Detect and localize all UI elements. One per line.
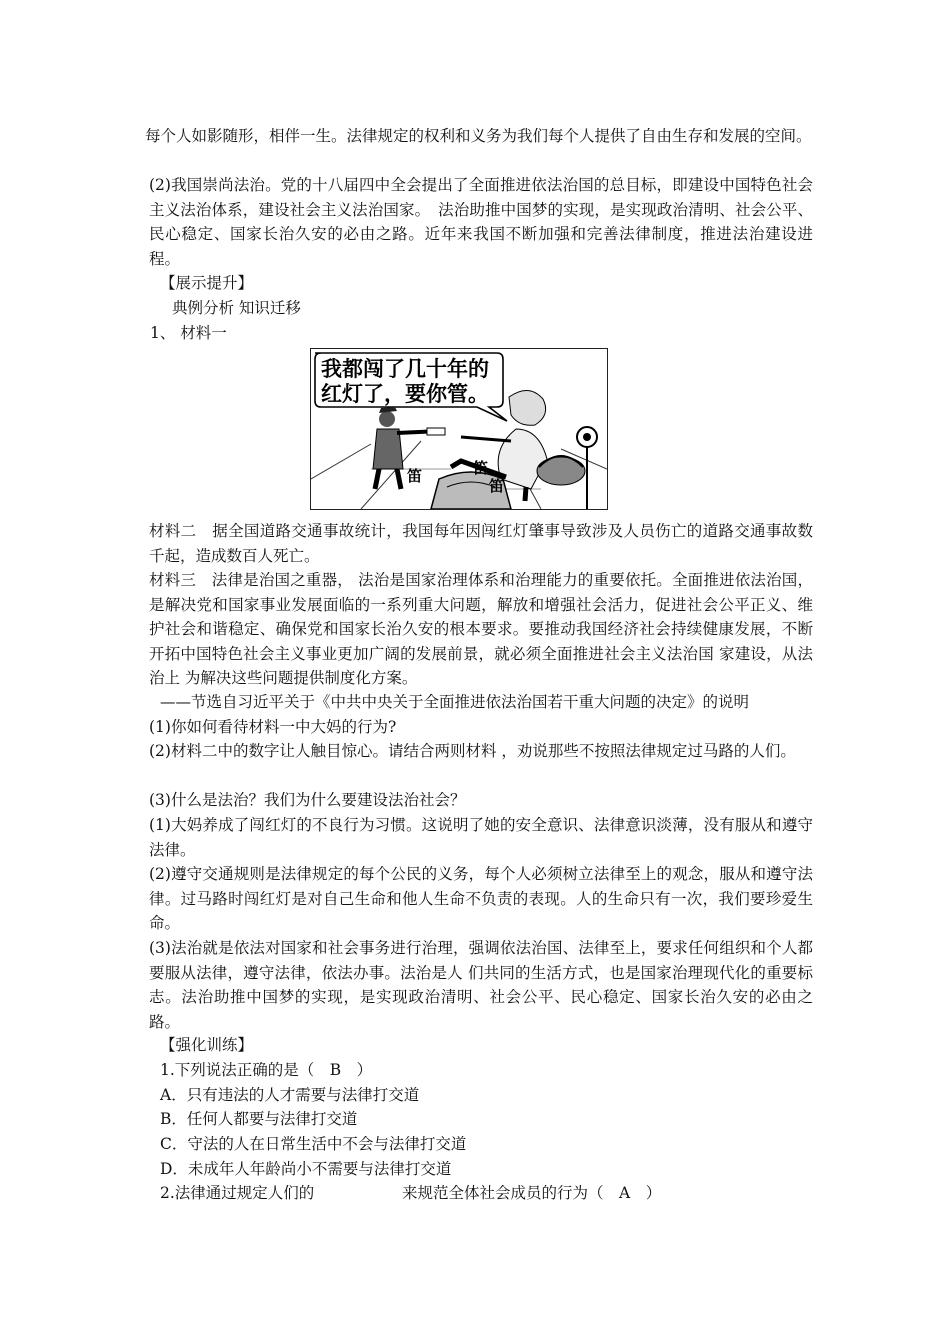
- speech-line-1: 我都闯了几十年的: [321, 357, 489, 381]
- training-question-1: 1.下列说法正确的是（ B ）: [160, 1061, 373, 1079]
- intro-paragraph-1: 每个人如影随形，相伴一生。法律规定的权利和义务为我们每个人提供了自由生存和发展的空间。: [145, 127, 812, 145]
- honk-sfx-1: 笛: [407, 467, 423, 485]
- training-option-a: A．只有违法的人才需要与法律打交道: [160, 1086, 420, 1104]
- section-heading-training: 【强化训练】: [160, 1036, 254, 1054]
- answer-1: (1)大妈养成了闯红灯的不良行为习惯。这说明了她的安全意识、法律意识淡薄，没有服从和遵守法律。: [149, 816, 813, 859]
- answer-2: (2)遵守交通规则是法律规定的每个公民的义务，每个人必须树立法律至上的观念，服从和遵守法律。过马路时闯红灯是对自己生命和他人生命不负责的表现。人的生命只有一次，我们要珍爱生命。: [149, 865, 813, 932]
- speech-line-2: 红灯了，要你管。: [321, 382, 489, 406]
- material-2: 材料二 据全国道路交通事故统计，我国每年因闯红灯肇事导致涉及人员伤亡的道路交通事故数千起，造成数百人死亡。: [149, 522, 813, 565]
- honk-sfx-3: 笛: [489, 477, 505, 495]
- question-3: (3)什么是法治？我们为什么要建设法治社会？: [149, 791, 466, 809]
- answer-3: (3)法治就是依法对国家和社会事务进行治理，强调依法治国、法律至上，要求任何组织和个人都要服从法律，遵守法律，依法办事。法治是人 们共同的生活方式，也是国家治理现代化的重要标志。法治助推中国梦的实现，是实现政治清明、社会公平、民心稳定、国家长治久安的必由之路。: [149, 939, 813, 1031]
- training-option-d: D．未成年人年龄尚小不需要与法律打交道: [160, 1160, 452, 1178]
- training-question-2-start: 2.法律通过规定人们的: [160, 1184, 315, 1202]
- material-1-label: 1、 材料一: [150, 324, 227, 342]
- material-3: 材料三 法律是治国之重器， 法治是国家治理体系和治理能力的重要依托。全面推进依法治国，是解决党和国家事业发展面临的一系列重大问题，解放和增强社会活力，促进社会公平正义、维护社会和谐稳定、确保党和国家长治久安的根本要求。要推动我国经济社会持续健康发展，不断开拓中国特色社会主义事业更加广阔的发展前景，就必须全面推进社会主义法治国 家建设，从法治上 为解决这些问题提供制度化方案。: [149, 571, 813, 687]
- training-question-2-end: 来规范全体社会成员的行为（ A ）: [402, 1184, 662, 1202]
- section-subheading: 典例分析 知识迁移: [172, 299, 301, 317]
- material-source: ——节选自习近平关于《中共中央关于全面推进依法治国若干重大问题的决定》的说明: [160, 693, 750, 711]
- cartoon-illustration: [311, 349, 607, 509]
- intro-paragraph-2: (2)我国崇尚法治。党的十八届四中全会提出了全面推进依法治国的总目标，即建设中国特色社会主义法治体系，建设社会主义法治国家。 法治助推中国梦的实现，是实现政治清明、社会公平、民心稳定、国家长治久安的必由之路。近年来我国不断加强和完善法律制度，推进法治建设进程。: [149, 176, 813, 268]
- training-option-b: B．任何人都要与法律打交道: [160, 1110, 358, 1128]
- cartoon-image: [310, 348, 608, 510]
- section-heading-show: 【展示提升】: [160, 274, 254, 292]
- honk-sfx-2: 笛: [473, 459, 489, 477]
- question-2: (2)材料二中的数字让人触目惊心。请结合两则材料 ，劝说那些不按照法律规定过马路的人们。: [149, 742, 796, 760]
- question-1: (1)你如何看待材料一中大妈的行为?: [149, 718, 397, 736]
- training-option-c: C．守法的人在日常生活中不会与法律打交道: [160, 1135, 467, 1153]
